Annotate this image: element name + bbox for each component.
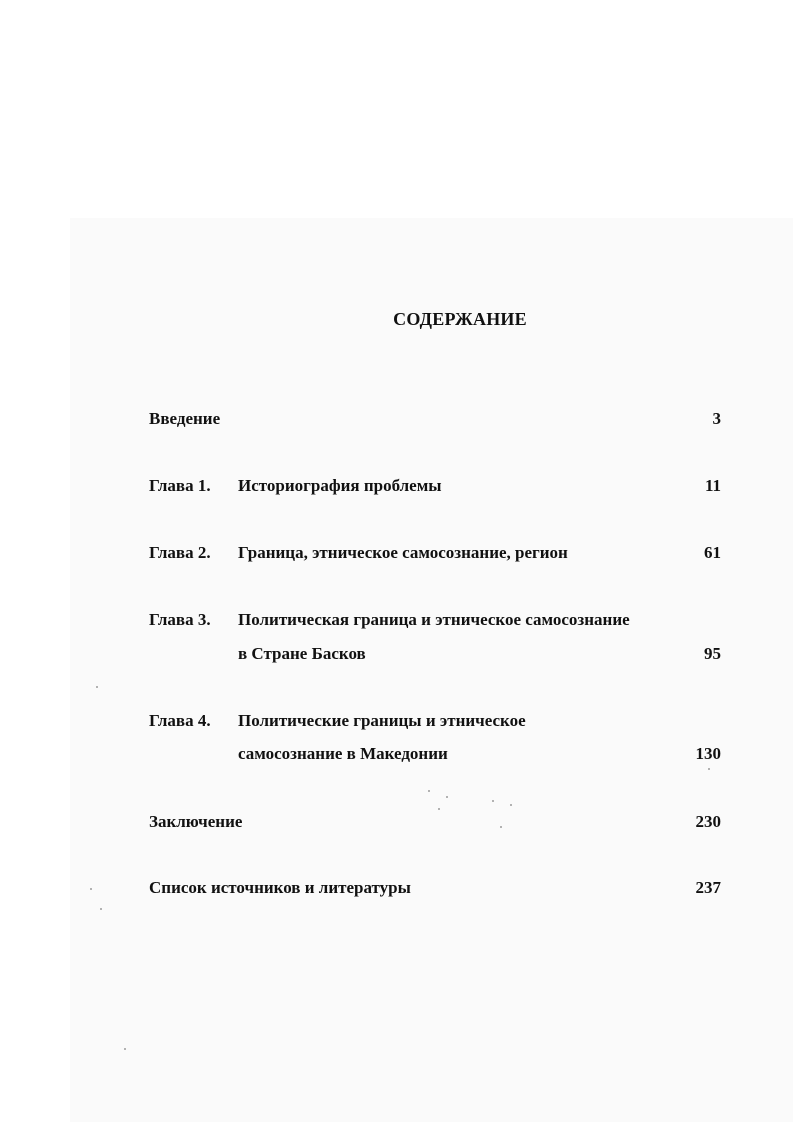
toc-entry-chapter-2-label: Глава 2. (149, 543, 211, 562)
scan-speck (438, 808, 440, 810)
scanned-page-area (70, 218, 793, 1122)
toc-entry-chapter-4-title-line-1: Политические границы и этническое (238, 711, 526, 730)
toc-entry-chapter-4-title-line-2: самосознание в Македонии (238, 744, 448, 763)
toc-entry-chapter-2-page: 61 (704, 543, 721, 562)
toc-entry-introduction-page: 3 (712, 409, 721, 428)
toc-entry-chapter-3-title-line-1: Политическая граница и этническое самосознание (238, 610, 630, 629)
toc-entry-chapter-1-page: 11 (704, 476, 721, 495)
toc-entry-conclusion-page: 230 (695, 812, 721, 831)
scan-speck (708, 768, 710, 770)
scan-speck (428, 790, 430, 792)
toc-entry-chapter-4-label: Глава 4. (149, 711, 211, 730)
scan-speck (510, 804, 512, 806)
toc-entry-chapter-1-title: Историография проблемы (238, 476, 442, 495)
toc-entry-bibliography-label: Список источников и литературы (149, 878, 411, 897)
scan-speck (500, 826, 502, 828)
scan-speck (96, 686, 98, 688)
scan-speck (446, 796, 448, 798)
toc-entry-introduction-label: Введение (149, 409, 221, 428)
page-title: СОДЕРЖАНИЕ (393, 309, 527, 329)
toc-entry-chapter-3-title-line-2: в Стране Басков (238, 644, 366, 663)
toc-entry-chapter-4-page: 130 (695, 744, 721, 763)
scan-speck (492, 800, 494, 802)
toc-entry-chapter-3-page: 95 (704, 644, 721, 663)
toc-entry-chapter-3-label: Глава 3. (149, 610, 211, 629)
toc-entry-chapter-1-label: Глава 1. (149, 476, 211, 495)
scan-speck (90, 888, 92, 890)
toc-entry-conclusion-label: Заключение (149, 812, 243, 831)
scan-speck (124, 1048, 126, 1050)
toc-entry-chapter-2-title: Граница, этническое самосознание, регион (238, 543, 568, 562)
toc-entry-bibliography-page: 237 (695, 878, 721, 897)
scan-speck (100, 908, 102, 910)
